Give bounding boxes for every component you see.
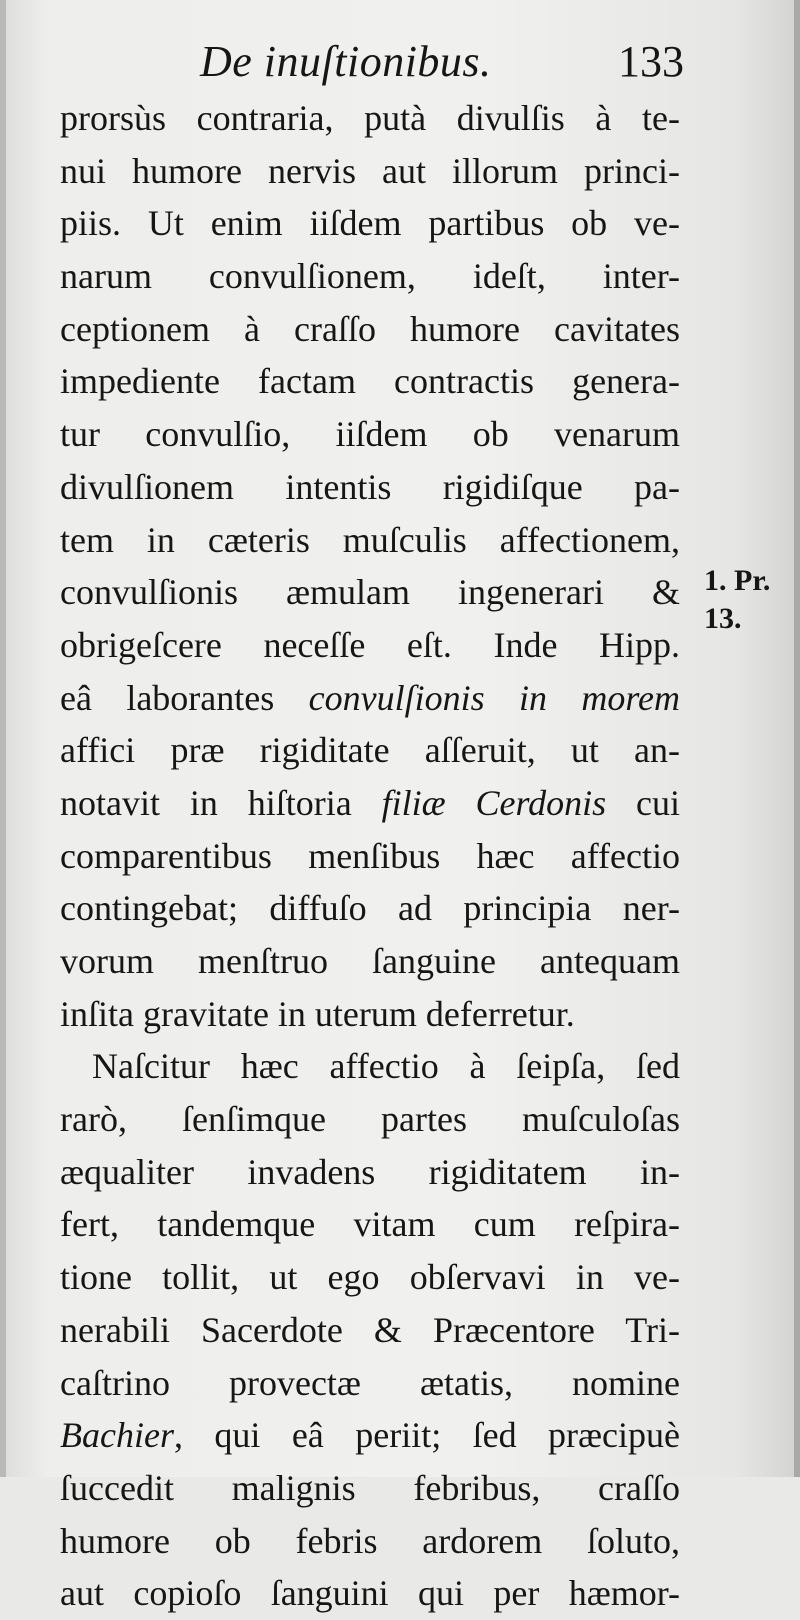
page-header	[200, 36, 690, 96]
text-line	[60, 724, 680, 777]
text-line	[60, 830, 680, 883]
text-segment: tione tollit, ut ego obſervavi in ve-	[60, 1257, 680, 1298]
body-text	[60, 92, 680, 1620]
text-segment: nui humore nervis aut illorum princi-	[60, 150, 680, 191]
text-segment: ceptionem à craſſo humore cavitates	[60, 308, 680, 349]
text-segment: prorsùs contraria, putà divulſis à te-	[60, 98, 680, 138]
text-segment: æqualiter invadens rigiditatem in-	[60, 1151, 680, 1192]
text-segment: tur convulſio, iiſdem ob venarum	[60, 414, 680, 455]
text-segment: inſita gravitate in uterum deferretur.	[60, 993, 575, 1034]
text-segment: affici præ rigiditate aſſeruit, ut an-	[60, 730, 680, 771]
text-line	[60, 882, 680, 935]
text-segment: eâ laborantes	[60, 677, 309, 718]
text-line	[60, 197, 680, 250]
text-line	[60, 619, 680, 672]
text-segment: Naſcitur hæc affectio à ſeipſa, ſed	[92, 1046, 680, 1087]
text-segment: fert, tandemque vitam cum reſpira-	[60, 1204, 680, 1245]
text-segment: narum convulſionem, ideſt, inter-	[60, 256, 680, 297]
text-line	[60, 1251, 680, 1304]
text-line	[60, 250, 680, 303]
text-line	[60, 303, 680, 356]
text-segment: humore ob febris ardorem ſoluto,	[60, 1520, 680, 1561]
text-line	[60, 1409, 680, 1462]
text-segment: divulſionem intentis rigidiſque pa-	[60, 466, 680, 507]
text-segment: aut copioſo ſanguini qui per hæmor-	[60, 1573, 680, 1614]
italic-phrase: filiæ Cerdonis	[381, 782, 607, 823]
text-line	[60, 1146, 680, 1199]
text-segment: comparentibus menſibus hæc affectio	[60, 835, 680, 876]
text-line	[60, 355, 680, 408]
margin-note: 1. Pr.	[704, 564, 771, 597]
text-segment: , qui eâ periit; ſed præcipuè	[173, 1415, 680, 1456]
text-segment: contingebat; diffuſo ad principia ner-	[60, 888, 680, 929]
page-edge-left	[0, 0, 6, 1477]
text-line	[60, 1515, 680, 1568]
page-edge-right	[794, 0, 800, 1477]
text-segment: cui	[606, 782, 681, 823]
text-line	[60, 1357, 680, 1410]
text-segment: impediente factam contractis genera-	[60, 361, 680, 402]
text-line	[60, 777, 680, 830]
text-segment: ſuccedit malignis febribus, craſſo	[60, 1467, 680, 1508]
margin-notes	[704, 562, 800, 638]
text-line	[60, 92, 680, 145]
text-line	[60, 566, 680, 619]
text-line	[60, 672, 680, 725]
text-segment: nerabili Sacerdote & Præcentore Tri-	[60, 1309, 680, 1350]
text-line	[60, 1093, 680, 1146]
text-line	[60, 1304, 680, 1357]
page-number: 133	[618, 37, 684, 86]
text-segment: piis. Ut enim iiſdem partibus ob ve-	[60, 203, 680, 244]
text-line	[60, 514, 680, 567]
text-segment: obrigeſcere neceſſe eſt. Inde Hipp.	[60, 624, 680, 665]
text-line	[60, 1040, 680, 1093]
text-segment: convulſionis æmulam ingenerari &	[60, 572, 680, 613]
margin-note: 13.	[704, 602, 742, 635]
running-head: De inuſtionibus.	[200, 37, 492, 86]
text-line	[60, 461, 680, 514]
text-segment: notavit in hiſtoria	[60, 782, 382, 823]
text-line	[60, 145, 680, 198]
text-line	[60, 988, 680, 1041]
text-line	[60, 408, 680, 461]
italic-phrase: convulſionis in morem	[308, 677, 680, 718]
text-segment: tem in cæteris muſculis affectionem,	[60, 519, 680, 560]
text-segment: vorum menſtruo ſanguine antequam	[60, 941, 680, 981]
text-segment: caſtrino provectæ ætatis, nomine	[60, 1362, 680, 1403]
text-segment: rarò, ſenſimque partes muſculoſas	[60, 1099, 680, 1140]
italic-phrase: Bachier	[60, 1415, 174, 1456]
text-line	[60, 1462, 680, 1515]
text-line	[60, 1198, 680, 1251]
text-line	[60, 1567, 680, 1620]
text-line	[60, 935, 680, 988]
